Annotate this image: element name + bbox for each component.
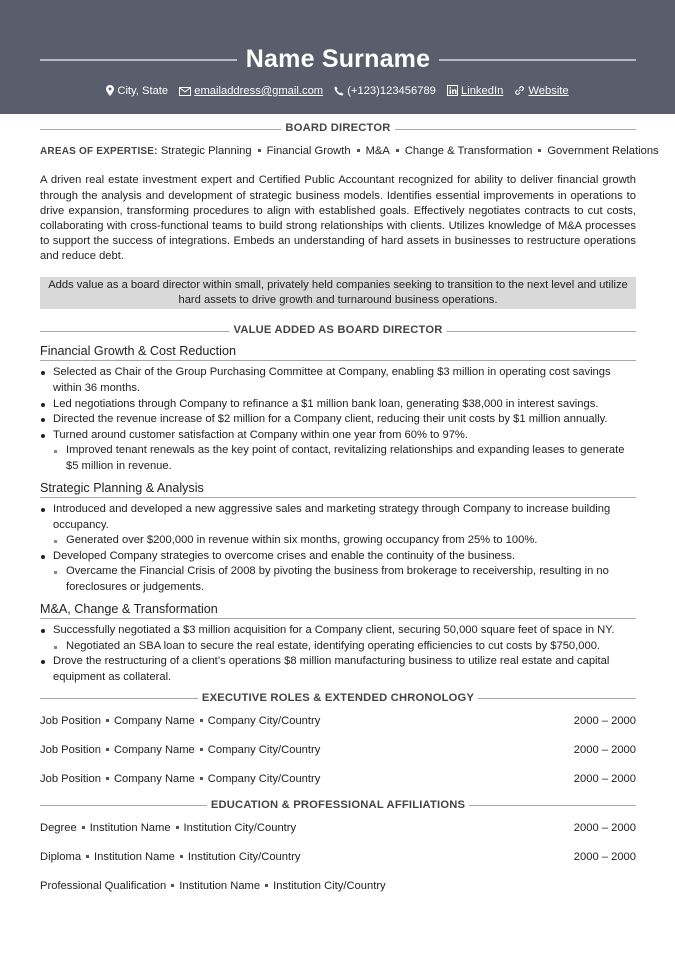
role-dates: 2000 – 2000 — [573, 744, 636, 757]
company-location: Company City/Country — [207, 715, 321, 728]
separator-dot — [200, 748, 203, 751]
qualification: Degree — [40, 822, 77, 835]
list-item — [40, 502, 636, 549]
sub-bullet-list — [53, 533, 636, 549]
contact-bar — [0, 84, 675, 99]
role-dates: 2000 – 2000 — [573, 773, 636, 786]
email-item[interactable] — [179, 84, 323, 99]
institution-name: Institution Name — [94, 851, 175, 864]
divider-line — [40, 805, 207, 806]
phone-icon — [334, 86, 344, 96]
qualification: Diploma — [40, 851, 82, 864]
expertise-item: Change & Transformation — [404, 145, 533, 157]
location-text: City, State — [117, 85, 169, 97]
separator-dot — [180, 855, 183, 858]
section-title: EXECUTIVE ROLES & EXTENDED CHRONOLOGY — [201, 691, 475, 704]
divider-line — [478, 698, 636, 699]
company-location: Company City/Country — [207, 744, 321, 757]
list-item: Drove the restructuring of a client’s operations $8 million manufacturing business to utilize real estate and capital equipment as collateral. — [40, 654, 636, 685]
institution-location: Institution City/Country — [187, 851, 301, 864]
divider-line — [447, 331, 636, 332]
job-position: Job Position — [40, 715, 101, 728]
divider-line — [439, 59, 636, 61]
separator-dot — [258, 149, 261, 152]
role-dates: 2000 – 2000 — [573, 715, 636, 728]
separator-dot — [106, 748, 109, 751]
qualification: Professional Qualification — [40, 880, 167, 893]
separator-dot — [200, 719, 203, 722]
expertise-item: Government Relations — [547, 145, 659, 157]
role-details — [40, 772, 320, 787]
education-details — [40, 879, 386, 894]
education-details — [40, 821, 296, 836]
list-item-text: Turned around customer satisfaction at Company within one year from 60% to 97%. — [53, 428, 468, 441]
linkedin-link[interactable]: LinkedIn — [461, 85, 504, 97]
institution-name: Institution Name — [89, 822, 171, 835]
education-row — [40, 842, 636, 871]
role-row — [40, 735, 636, 764]
separator-dot — [86, 855, 89, 858]
expertise-label: AREAS OF EXPERTISE: — [40, 146, 158, 157]
link-icon — [514, 85, 525, 96]
separator-dot — [82, 826, 85, 829]
sub-list-item: Generated over $200,000 in revenue within six months, growing occupancy from 25% to 100%. — [53, 533, 636, 549]
list-item: Selected as Chair of the Group Purchasing Committee at Company, enabling $3 million in operating cost savings within 36 months. — [40, 365, 636, 396]
role-details — [40, 743, 320, 758]
separator-dot — [200, 777, 203, 780]
list-item-text: Introduced and developed a new aggressive sales and marketing strategy through Company to increase building occupancy. — [53, 503, 611, 531]
list-item: Directed the revenue increase of $2 million for a Company client, reducing their unit costs by $1 million annually. — [40, 412, 636, 428]
list-item — [40, 623, 636, 654]
company-name: Company Name — [113, 773, 195, 786]
role-details — [40, 714, 320, 729]
separator-dot — [176, 826, 179, 829]
section-title: EDUCATION & PROFESSIONAL AFFILIATIONS — [210, 798, 466, 811]
separator-dot — [106, 777, 109, 780]
list-item-text: Developed Company strategies to overcome crises and enable the continuity of the business. — [53, 549, 516, 562]
section-header-education — [40, 797, 636, 813]
section-title: BOARD DIRECTOR — [285, 122, 391, 135]
institution-location: Institution City/Country — [183, 822, 297, 835]
bullet-list — [40, 502, 636, 596]
education-details — [40, 850, 300, 865]
role-row — [40, 706, 636, 735]
bullet-list — [40, 365, 636, 474]
institution-location: Institution City/Country — [273, 880, 386, 893]
section-header-executive-roles — [40, 690, 636, 706]
sub-list-item: Improved tenant renewals as the key point of contact, revitalizing relationships and expanding leases to generate $5 million in revenue. — [53, 443, 636, 474]
sub-list-item: Negotiated an SBA loan to secure the real estate, identifying operating efficiencies to cut costs by $750,000. — [53, 639, 636, 655]
section-header-board-director — [40, 121, 636, 137]
education-dates: 2000 – 2000 — [573, 822, 636, 835]
roles-list — [40, 706, 636, 793]
separator-dot — [265, 884, 268, 887]
resume-body — [40, 121, 659, 900]
linkedin-icon — [447, 85, 458, 96]
subsection-title: M&A, Change & Transformation — [40, 602, 636, 619]
company-location: Company City/Country — [207, 773, 321, 786]
location-pin-icon — [106, 85, 114, 96]
expertise-item: M&A — [365, 145, 390, 157]
company-name: Company Name — [113, 744, 195, 757]
divider-line — [395, 129, 636, 130]
separator-dot — [171, 884, 174, 887]
list-item — [40, 428, 636, 475]
separator-dot — [106, 719, 109, 722]
divider-line — [469, 805, 636, 806]
sub-list-item: Overcame the Financial Crisis of 2008 by pivoting the business from brokerage to receivership, resulting in no foreclosures or judgements. — [53, 564, 636, 595]
phone-text: (+123)123456789 — [347, 85, 436, 97]
list-item: Led negotiations through Company to refinance a $1 million bank loan, generating $38,000 in interest savings. — [40, 397, 636, 413]
sub-bullet-list — [53, 443, 636, 474]
education-dates: 2000 – 2000 — [573, 851, 636, 864]
divider-line — [40, 331, 229, 332]
website-link[interactable]: Website — [528, 85, 569, 97]
divider-line — [40, 59, 237, 61]
section-title: VALUE ADDED AS BOARD DIRECTOR — [233, 324, 443, 337]
value-callout: Adds value as a board director within small, privately held companies seeking to transition to the next level and utilize hard assets to drive growth and turnaround business operations. — [40, 277, 636, 309]
location-item — [106, 84, 168, 99]
separator-dot — [538, 149, 541, 152]
subsection-title: Strategic Planning & Analysis — [40, 481, 636, 498]
education-row — [40, 813, 636, 842]
education-row — [40, 871, 636, 900]
separator-dot — [396, 149, 399, 152]
envelope-icon — [179, 87, 191, 96]
linkedin-item[interactable] — [447, 84, 503, 99]
institution-name: Institution Name — [179, 880, 261, 893]
separator-dot — [357, 149, 360, 152]
list-item — [40, 549, 636, 596]
professional-summary: A driven real estate investment expert and Certified Public Accountant recognized for ability to deliver financial growth through the analysis and development of strategic business models. Identifies essential improvements in operations to drive expansion, transforming procedures to align with established goals. Effectively negotiates contracts to cut costs, collaborating with cross-functional teams to build strong relationships with clients. Utilizes knowledge of M&A processes to support the success of integrations. Embeds an understanding of hard assets in businesses to restructure operations and reduce debt. — [40, 174, 636, 263]
resume-header — [0, 0, 675, 114]
areas-of-expertise — [40, 144, 659, 159]
expertise-item: Strategic Planning — [160, 145, 252, 157]
role-row — [40, 764, 636, 793]
email-link[interactable]: emailaddress@gmail.com — [194, 85, 324, 97]
expertise-item: Financial Growth — [266, 145, 351, 157]
list-item-text: Successfully negotiated a $3 million acquisition for a Company client, securing 50,000 square feet of space in NY. — [53, 623, 615, 636]
name-row — [40, 42, 636, 78]
section-header-value-added — [40, 323, 636, 339]
job-position: Job Position — [40, 744, 101, 757]
job-position: Job Position — [40, 773, 101, 786]
phone-item — [334, 84, 436, 99]
full-name: Name Surname — [245, 45, 431, 74]
company-name: Company Name — [113, 715, 195, 728]
bullet-list — [40, 623, 636, 685]
education-list — [40, 813, 636, 900]
sub-bullet-list — [53, 639, 636, 655]
divider-line — [40, 129, 281, 130]
website-item[interactable] — [514, 84, 568, 99]
sub-bullet-list — [53, 564, 636, 595]
subsection-title: Financial Growth & Cost Reduction — [40, 344, 636, 361]
divider-line — [40, 698, 198, 699]
